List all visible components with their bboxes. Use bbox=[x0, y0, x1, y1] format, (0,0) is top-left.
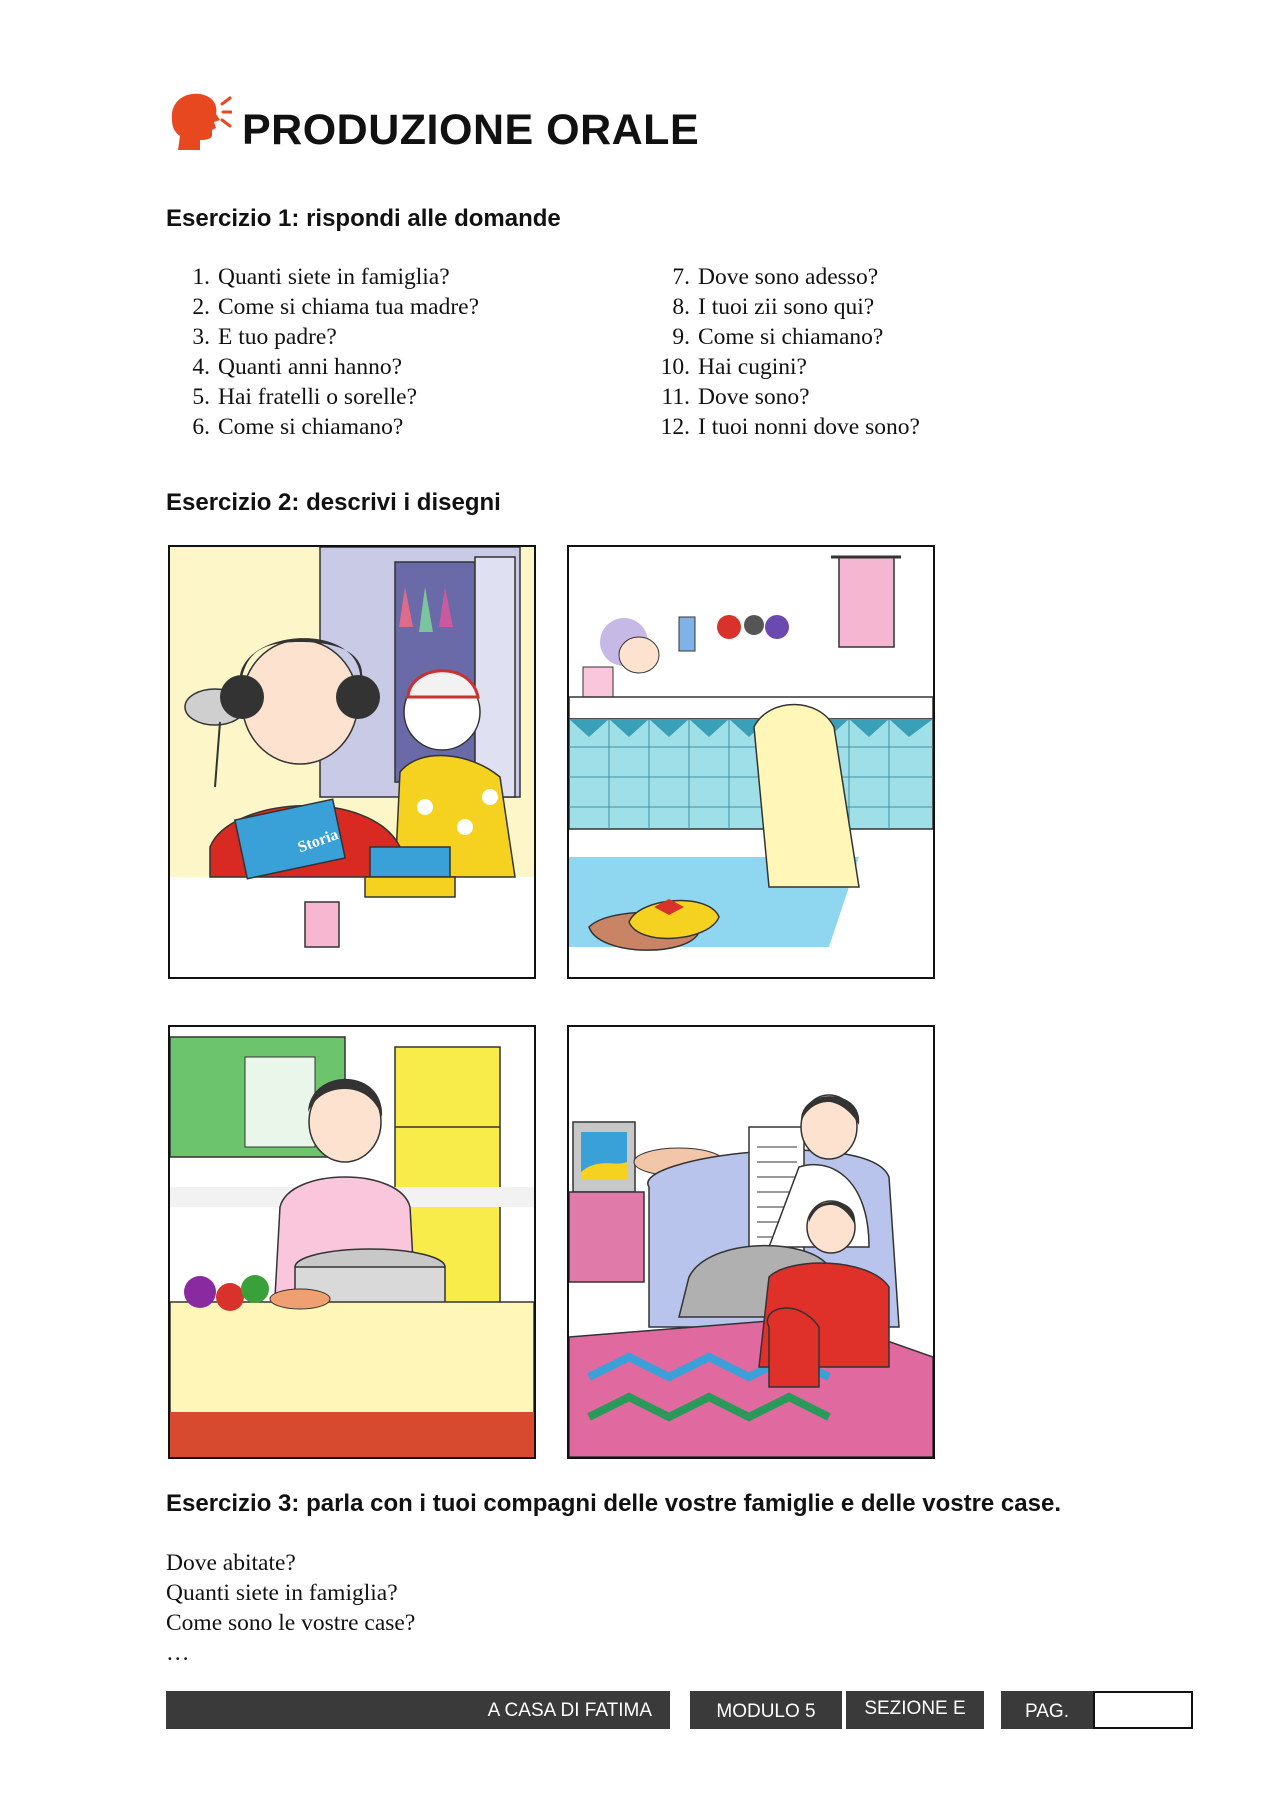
footer-module-box bbox=[690, 1691, 842, 1729]
footer-unit-title: A CASA DI FATIMA bbox=[487, 1700, 652, 1721]
question-item: 9. Come si chiamano? bbox=[672, 324, 884, 350]
question-item: 5. Hai fratelli o sorelle? bbox=[192, 384, 418, 410]
exercise1-heading: Esercizio 1: rispondi alle domande bbox=[166, 205, 561, 232]
book-title-label: Storia bbox=[295, 826, 341, 857]
illustration-kitchen bbox=[168, 1025, 536, 1459]
prompt-line: Dove abitate? bbox=[166, 1550, 296, 1576]
footer-section: SEZIONE E bbox=[864, 1698, 966, 1719]
question-item: 8. I tuoi zii sono qui? bbox=[672, 294, 875, 320]
footer-section-box bbox=[846, 1691, 984, 1729]
footer-page-label: PAG. bbox=[1025, 1701, 1069, 1722]
discussion-prompts bbox=[166, 1548, 866, 1668]
footer-page-label-box bbox=[1001, 1691, 1093, 1729]
illustration-living-room bbox=[567, 1025, 935, 1459]
question-item: 3. E tuo padre? bbox=[192, 324, 337, 350]
question-list-right bbox=[654, 262, 1114, 442]
question-item: 12. I tuoi nonni dove sono? bbox=[660, 414, 920, 440]
footer-page-number-box bbox=[1093, 1691, 1193, 1729]
question-item: 2. Come si chiama tua madre? bbox=[192, 294, 480, 320]
footer-unit-bar bbox=[166, 1691, 670, 1729]
footer-module: MODULO 5 bbox=[716, 1701, 816, 1722]
speaking-head-icon bbox=[166, 90, 232, 152]
question-item: 10. Hai cugini? bbox=[660, 354, 807, 380]
prompt-line: … bbox=[166, 1640, 190, 1666]
illustration-bathroom bbox=[567, 545, 935, 979]
exercise3-heading: Esercizio 3: parla con i tuoi compagni delle vostre famiglie e delle vostre case. bbox=[166, 1490, 1061, 1517]
prompt-line: Quanti siete in famiglia? bbox=[166, 1580, 398, 1606]
page-title: PRODUZIONE ORALE bbox=[242, 106, 700, 154]
question-item: 6. Come si chiamano? bbox=[192, 414, 404, 440]
question-item: 4. Quanti anni hanno? bbox=[192, 354, 403, 380]
illustration-study bbox=[168, 545, 536, 979]
question-item: 7. Dove sono adesso? bbox=[672, 264, 879, 290]
exercise2-heading: Esercizio 2: descrivi i disegni bbox=[166, 489, 501, 516]
question-list-left bbox=[166, 262, 586, 442]
prompt-line: Come sono le vostre case? bbox=[166, 1610, 416, 1636]
question-item: 11. Dove sono? bbox=[661, 384, 810, 410]
question-item: 1. Quanti siete in famiglia? bbox=[192, 264, 450, 290]
